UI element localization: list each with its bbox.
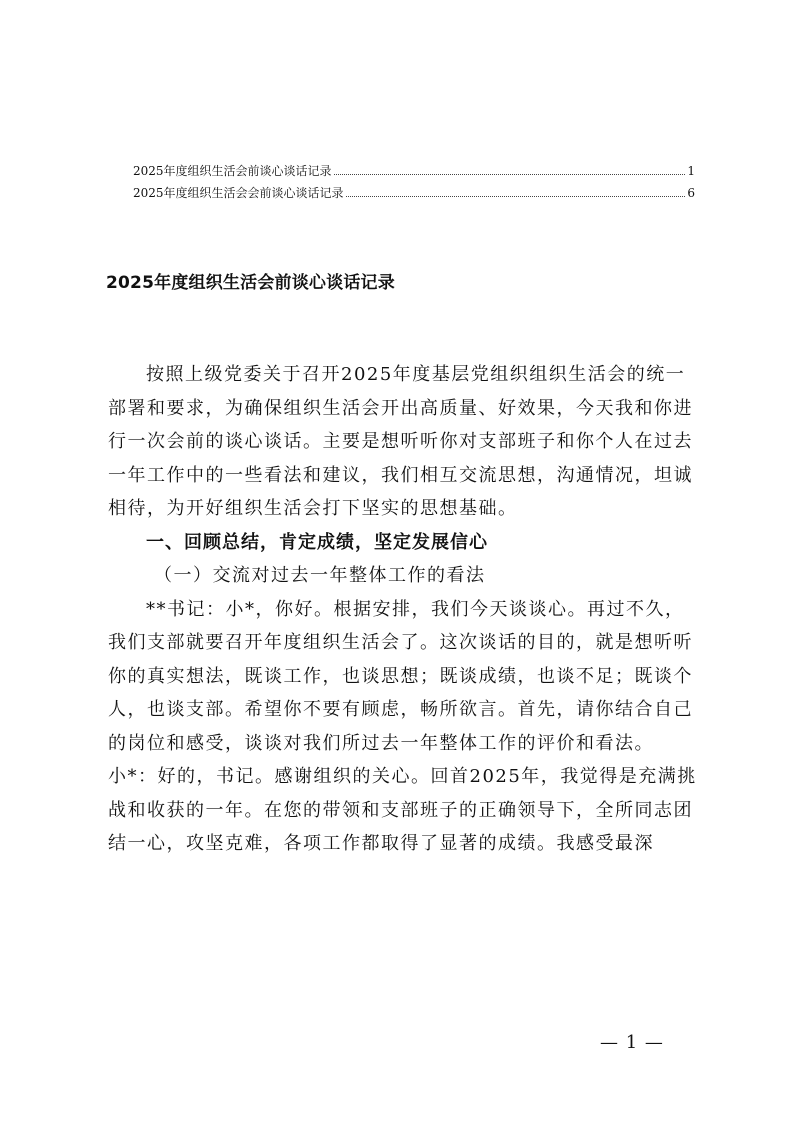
toc-entry-title: 2025年度组织生活会会前谈心谈话记录 [133,186,344,200]
toc-entry-title: 2025年度组织生活会前谈心谈话记录 [133,164,332,178]
toc-entry-page: 6 [687,186,695,200]
toc-entry-page: 1 [687,164,695,178]
body-paragraph: **书记：小*，你好。根据安排，我们今天谈谈心。再过不久，我们支部就要召开年度组织生活会了。这次谈话的目的，就是想听听你的真实想法，既谈工作，也谈思想；既谈成绩，也谈不足；既谈个人，也谈支部。希望你不要有顾虑，畅所欲言。首先，请你结合自己的岗位和感受，谈谈对我们所过去一年整体工作的评价和看法。 [108,598,693,754]
toc-entry[interactable] [133,160,695,182]
toc-leader-dots [346,196,686,197]
document-title: 2025年度组织生活会前谈心谈话记录 [106,273,395,293]
body-paragraph: 小*：好的，书记。感谢组织的关心。回首2025年，我觉得是充满挑战和收获的一年。在您的带领和支部班子的正确领导下，全所同志团结一心，攻坚克难，各项工作都取得了显著的成绩。我感受最深 [108,766,697,854]
subsection-heading: （一）交流对过去一年整体工作的看法 [154,565,486,586]
section-heading: 一、回顾总结，肯定成绩，坚定发展信心 [146,531,488,553]
body-paragraph: 按照上级党委关于召开2025年度基层党组织组织生活会的统一部署和要求，为确保组织生活会开出高质量、好效果，今天我和你进行一次会前的谈心谈话。主要是想听听你对支部班子和你个人在过去一年工作中的一些看法和建议，我们相互交流思想，沟通情况，坦诚相待，为开好组织生活会打下坚实的思想基础。 [108,364,693,519]
toc-entry[interactable] [133,182,695,204]
toc-leader-dots [334,174,686,175]
document-body [108,358,698,861]
page-number: — 1 — [600,1032,664,1053]
table-of-contents [133,160,695,204]
